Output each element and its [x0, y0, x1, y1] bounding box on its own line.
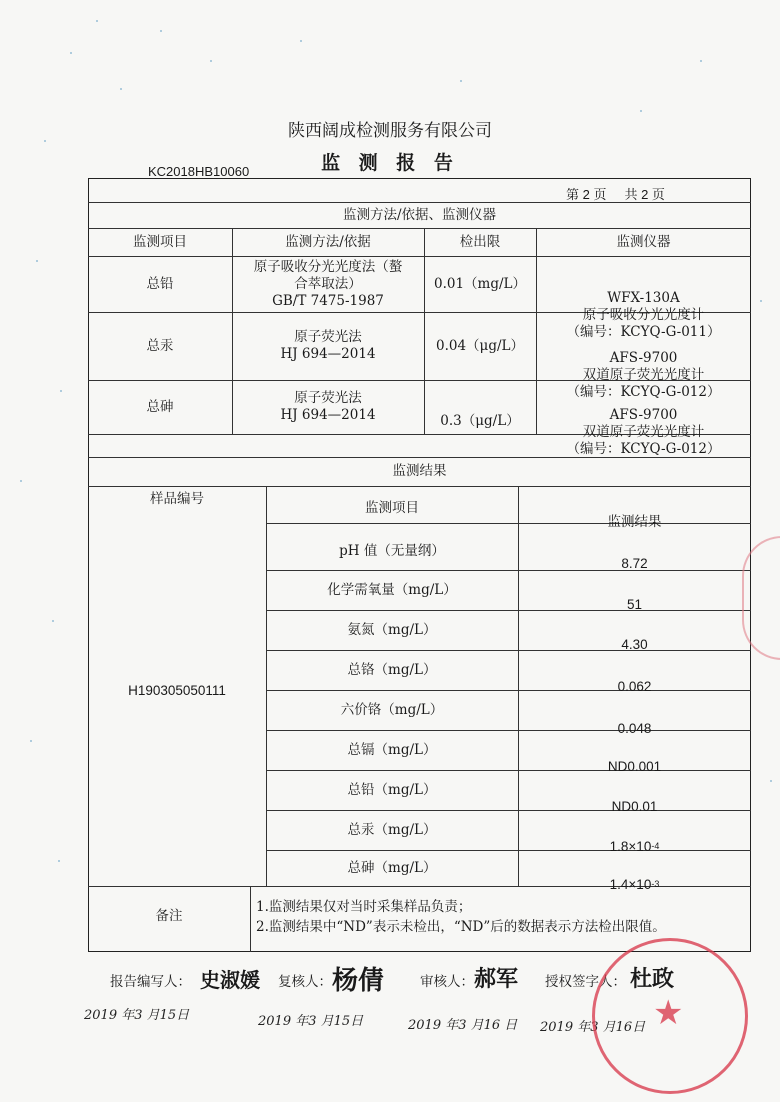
- header-sample: 样品编号: [150, 490, 204, 507]
- result-item: 氨氮（mg/L）: [347, 621, 437, 638]
- method-row-limit: 0.04（μg/L）: [436, 337, 524, 354]
- method-row-method: [232, 256, 424, 312]
- instrument-line: WFX-130A: [607, 289, 680, 306]
- seal-star-icon: ★: [653, 993, 684, 1033]
- method-line: 原子荧光法: [294, 390, 362, 406]
- approver-signature: 杜政: [630, 967, 675, 992]
- remark-line: 1.监测结果仅对当时采集样品负责；: [256, 899, 472, 915]
- result-value: 4.30: [621, 636, 648, 652]
- method-row-limit: 0.3（μg/L）: [440, 412, 520, 429]
- instrument-line: 双道原子荧光光度计: [582, 423, 705, 440]
- method-line: 原子吸收分光光度法（螯: [253, 258, 403, 275]
- approver-label: 授权签字人：: [545, 974, 626, 990]
- header-method: 监测方法/依据: [285, 233, 371, 250]
- method-line: 原子荧光法: [294, 329, 362, 345]
- result-value: ND0.01: [611, 798, 658, 814]
- result-item: pH 值（无量纲）: [339, 543, 445, 559]
- result-exponent: -4: [651, 840, 660, 851]
- result-value: 0.048: [617, 720, 652, 736]
- auditor-label: 审核人：: [420, 974, 474, 990]
- result-mantissa: 1.8×10: [609, 838, 652, 854]
- method-row-item: 总砷: [146, 398, 174, 415]
- result-value: 0.062: [617, 678, 652, 694]
- header-result-item: 监测项目: [365, 500, 419, 516]
- instrument-line: （编号：KCYQ-G-011）: [566, 323, 721, 340]
- official-seal: [592, 938, 748, 1094]
- method-row-instrument: [536, 284, 751, 346]
- header-item: 监测项目: [133, 233, 187, 250]
- remarks-label: 备注: [155, 907, 183, 924]
- instrument-line: AFS-9700: [609, 349, 678, 366]
- method-line: 合萃取法）: [294, 275, 362, 292]
- result-value: [518, 826, 751, 866]
- result-value: [518, 866, 751, 902]
- instrument-line: AFS-9700: [609, 406, 678, 423]
- result-exponent: -3: [651, 878, 660, 889]
- auditor-date: 2019 年3 月16 日: [408, 1018, 518, 1033]
- method-row-method: [232, 312, 424, 380]
- header-limit: 检出限: [459, 233, 501, 250]
- result-item: 六价铬（mg/L）: [340, 701, 444, 718]
- instrument-line: （编号：KCYQ-G-012）: [566, 440, 721, 457]
- writer-signature: 史淑媛: [200, 968, 260, 992]
- results-heading: 监测结果: [392, 463, 447, 479]
- result-item: 总砷（mg/L）: [347, 859, 437, 876]
- result-item: 总汞（mg/L）: [347, 821, 437, 838]
- page-indicator: [566, 184, 683, 203]
- method-line: HJ 694—2014: [280, 407, 376, 423]
- writer-date: 2019 年3 月15日: [84, 1008, 190, 1023]
- result-mantissa: 1.4×10: [609, 876, 652, 892]
- report-number: KC2018HB10060: [148, 164, 250, 179]
- reviewer-label: 复核人：: [278, 974, 332, 990]
- report-title: 监 测 报 告: [321, 152, 459, 174]
- method-line: GB/T 7475-1987: [272, 292, 384, 309]
- method-row-limit: 0.01（mg/L）: [433, 275, 526, 292]
- header-result: 监测结果: [607, 513, 662, 530]
- reviewer-date: 2019 年3 月15日: [258, 1014, 364, 1029]
- result-item: 总铬（mg/L）: [347, 661, 437, 678]
- instrument-line: 原子吸收分光光度计: [582, 306, 705, 323]
- remark-line: 2.监测结果中“ND”表示未检出，“ND”后的数据表示方法检出限值。: [256, 919, 666, 935]
- method-row-item: 总铅: [146, 275, 174, 292]
- result-value: 51: [626, 596, 643, 612]
- auditor-signature: 郝军: [474, 967, 519, 992]
- method-row-method: [232, 380, 424, 434]
- writer-label: 报告编写人：: [110, 974, 191, 990]
- reviewer-signature: 杨倩: [332, 966, 385, 996]
- result-item: 总镉（mg/L）: [347, 741, 437, 758]
- result-value: 8.72: [621, 556, 648, 571]
- approver-date: 2019 年3 月16日: [540, 1020, 646, 1035]
- instrument-line: （编号：KCYQ-G-012）: [566, 383, 721, 400]
- header-instrument: 监测仪器: [616, 233, 671, 250]
- page-total: 共 2 页: [624, 187, 665, 202]
- result-item: 总铅（mg/L）: [347, 781, 437, 798]
- edge-seal-fragment: [742, 536, 780, 660]
- method-row-item: 总汞: [146, 337, 174, 354]
- method-row-instrument: [536, 344, 751, 406]
- result-value: ND0.001: [607, 758, 662, 774]
- methods-heading: 监测方法/依据、监测仪器: [342, 206, 497, 223]
- page-current: 第 2 页: [566, 187, 607, 202]
- company-name: 陕西阔成检测服务有限公司: [288, 121, 492, 141]
- method-row-instrument: [536, 402, 751, 462]
- sample-id: H190305050111: [128, 682, 226, 698]
- instrument-line: 双道原子荧光光度计: [582, 366, 705, 383]
- method-line: HJ 694—2014: [280, 346, 376, 362]
- result-item: 化学需氧量（mg/L）: [327, 581, 457, 598]
